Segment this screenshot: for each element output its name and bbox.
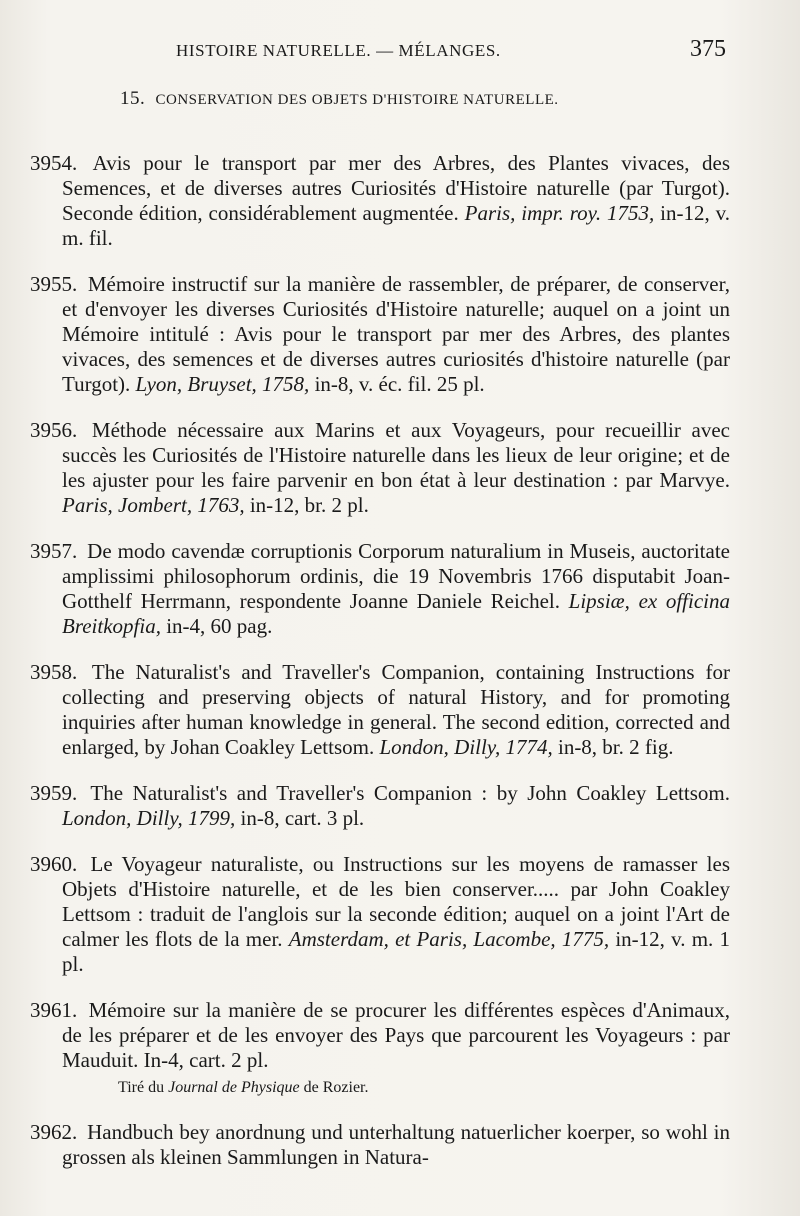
entry-number: 3956.	[30, 418, 78, 442]
entry-text: Mémoire instructif sur la manière de rassembler, de préparer, de conserver, et d'envoyer les diverses Curiosités d'Histoire naturelle; auquel on a joint un Mémoire intitulé : Avis pour le transport par mer des Arbres, des plantes vivaces, des semences et de diverses autres curiosités d'histoire naturelle (par Turgot).	[62, 272, 730, 396]
entry-imprint: London, Dilly, 1799,	[62, 806, 236, 830]
entry-3958	[30, 660, 730, 760]
entry-number: 3957.	[30, 539, 78, 563]
note-suffix: de Rozier.	[303, 1079, 369, 1096]
entry-format: in-8, br. 2 fig.	[557, 735, 674, 759]
note-prefix: Tiré du	[118, 1079, 165, 1096]
entry-3961	[30, 998, 730, 1073]
entry-format: in-12, br. 2 pl.	[249, 493, 369, 517]
entry-format: in-12, v. m. 1 pl.	[62, 927, 731, 976]
entry-number: 3959.	[30, 781, 78, 805]
entry-format: in-12, v. m. fil.	[62, 201, 731, 250]
entry-imprint: Paris, Jombert, 1763,	[62, 493, 245, 517]
entry-text: De modo cavendæ corruptionis Corporum naturalium in Museis, auctoritate amplissimi philosophorum ordinis, die 19 Novembris 1766 disputabit Joan-Gotthelf Herrmann, respondente Joanne Daniele Reichel.	[62, 539, 730, 613]
entry-number: 3955.	[30, 272, 78, 296]
entry-imprint: London, Dilly, 1774,	[379, 735, 553, 759]
note-journal: Journal de Physique	[168, 1079, 300, 1096]
entry-format: in-8, cart. 3 pl.	[240, 806, 365, 830]
entry-number: 3960.	[30, 852, 78, 876]
running-head	[176, 36, 726, 63]
entry-3962	[30, 1120, 730, 1170]
entry-imprint: Paris, impr. roy. 1753,	[464, 201, 655, 225]
entry-3959	[30, 781, 730, 831]
entry-3956	[30, 418, 730, 518]
entry-note	[30, 1077, 730, 1099]
entry-3954	[30, 151, 730, 251]
running-title: HISTOIRE NATURELLE. — MÉLANGES.	[176, 41, 501, 60]
section-heading	[120, 88, 680, 110]
entry-3957	[30, 539, 730, 639]
entry-text: The Naturalist's and Traveller's Companion : by John Coakley Lettsom.	[90, 781, 730, 805]
entry-text: Avis pour le transport par mer des Arbres, des Plantes vivaces, des Semences, et de diverses autres Curiosités d'Histoire naturelle (par Turgot). Seconde édition, considérablement augmentée.	[62, 151, 730, 225]
page-number: 375	[690, 36, 726, 62]
entry-imprint: Amsterdam, et Paris, Lacombe, 1775,	[288, 927, 610, 951]
bibliography-entries	[30, 130, 730, 1177]
entry-imprint: Lyon, Bruyset, 1758,	[135, 372, 310, 396]
entry-text: The Naturalist's and Traveller's Companion, containing Instructions for collecting and preserving objects of natural History, and for promoting inquiries after human knowledge in general. The second edition, corrected and enlarged, by Johan Coakley Lettsom.	[62, 660, 730, 759]
entry-number: 3961.	[30, 998, 78, 1022]
entry-number: 3962.	[30, 1120, 78, 1144]
entry-number: 3954.	[30, 151, 78, 175]
entry-number: 3958.	[30, 660, 78, 684]
entry-text: Mémoire sur la manière de se procurer les différentes espèces d'Animaux, de les préparer et de les envoyer des Pays que parcourent les Voyageurs : par Mauduit. In-4, cart. 2 pl.	[62, 998, 731, 1072]
entry-3960	[30, 852, 730, 977]
entry-format: in-4, 60 pag.	[166, 614, 273, 638]
entry-format: in-8, v. éc. fil. 25 pl.	[314, 372, 485, 396]
section-number: 15.	[120, 88, 146, 109]
entry-text: Le Voyageur naturaliste, ou Instructions sur les moyens de ramasser les Objets d'Histoire naturelle, et de les bien conserver..... par John Coakley Lettsom : traduit de l'anglois sur la seconde édition; auquel on a joint l'Art de calmer les flots de la mer.	[62, 852, 730, 951]
section-title: CONSERVATION DES OBJETS D'HISTOIRE NATURELLE.	[155, 92, 559, 108]
entry-3955	[30, 272, 730, 397]
entry-text: Handbuch bey anordnung und unterhaltung natuerlicher koerper, so wohl in grossen als kleinen Sammlungen in Natura-	[62, 1120, 730, 1169]
entry-imprint: Lipsiæ, ex officina Breitkopfia,	[62, 589, 731, 638]
entry-text: Méthode nécessaire aux Marins et aux Voyageurs, pour recueillir avec succès les Curiosités de l'Histoire naturelle dans les lieux de leur origine; et de les ajuster pour les faire parvenir en bon état à leur destination : par Marvye.	[62, 418, 731, 492]
